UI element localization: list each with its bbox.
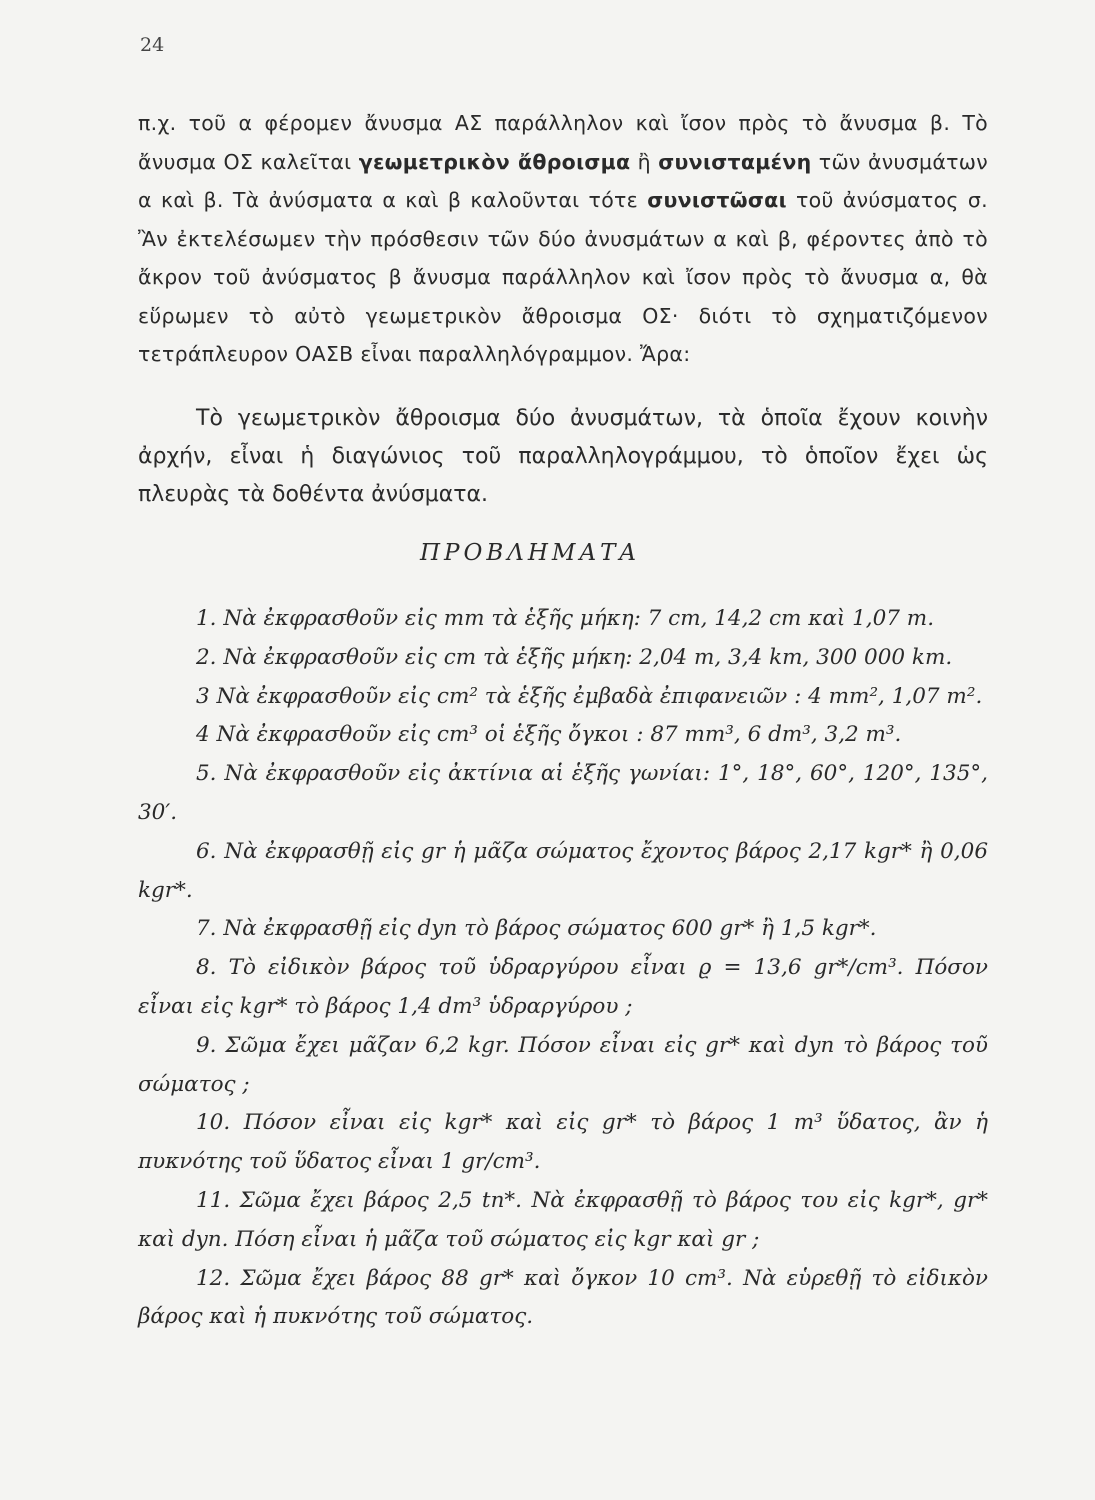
- problem-item: 8. Τὸ εἰδικὸν βάρος τοῦ ὑδραργύρου εἶναι ϱ = 13,6 gr*/cm³. Πόσον εἶναι εἰς kgr* τὸ βάρος 1,4 dm³ ὑδραργύρου ;: [138, 955, 988, 1019]
- problem-item: 7. Νὰ ἐκφρασθῇ εἰς dyn τὸ βάρος σώματος 600 gr* ἢ 1,5 kgr*.: [196, 916, 877, 942]
- rule-text: Τὸ γεωμετρικὸν ἄθροισμα δύο ἀνυσμάτων, τὰ ὁποῖα ἔχουν κοινὴν ἀρχήν, εἶναι ἡ διαγώνιος τοῦ παραλληλογράμμου, τὸ ὁποῖον ἔχει ὡς πλευρὰς τὰ δοθέντα ἀνύσματα.: [138, 406, 988, 507]
- intro-text: π.χ. τοῦ α φέρομεν ἄνυσμα ΑΣ παράλληλον καὶ ἴσον πρὸς τὸ ἄνυσμα β. Τὸ ἄνυσμα ΟΣ καλεῖται γεωμετρικὸν ἄθροισμα ἢ συνισταμένη τῶν ἀνυσμάτων α καὶ β. Τὰ ἀνύσματα α καὶ β καλοῦνται τότε συνιστῶσαι τοῦ ἀνύσματος σ. Ἂν ἐκτελέσωμεν τὴν πρόσθεσιν τῶν δύο ἀνυσμάτων α καὶ β, φέροντες ἀπὸ τὸ ἄκρον τοῦ ἀνύσματος β ἄνυσμα παράλληλον καὶ ἴσον πρὸς τὸ ἄνυσμα α, θὰ εὕρωμεν τὸ αὐτὸ γεωμετρικὸν ἄθροισμα ΟΣ· διότι τὸ σχηματιζόμενον τετράπλευρον ΟΑΣΒ εἶναι παραλληλόγραμμον. Ἄρα:: [138, 111, 988, 366]
- problem-item: 3 Νὰ ἐκφρασθοῦν εἰς cm² τὰ ἑξῆς ἐμβαδὰ ἐπιφανειῶν : 4 mm², 1,07 m².: [196, 683, 983, 709]
- problem-item: 6. Νὰ ἐκφρασθῇ εἰς gr ἡ μᾶζα σώματος ἔχοντος βάρος 2,17 kgr* ἢ 0,06 kgr*.: [138, 838, 988, 903]
- intro-paragraph: [138, 104, 988, 374]
- problem-item: 1. Νὰ ἐκφρασθοῦν εἰς mm τὰ ἑξῆς μήκη: 7 cm, 14,2 cm καὶ 1,07 m.: [196, 606, 935, 631]
- problem-item: 12. Σῶμα ἔχει βάρος 88 gr* καὶ ὄγκον 10 cm³. Νὰ εὑρεθῇ τὸ εἰδικὸν βάρος καὶ ἡ πυκνότης τοῦ σώματος.: [138, 1265, 988, 1330]
- problem-item: 2. Νὰ ἐκφρασθοῦν εἰς cm τὰ ἑξῆς μήκη: 2,04 m, 3,4 km, 300 000 km.: [196, 644, 953, 670]
- problem-item: 4 Νὰ ἐκφρασθοῦν εἰς cm³ οἱ ἑξῆς ὄγκοι : 87 mm³, 6 dm³, 3,2 m³.: [196, 722, 902, 748]
- problem-item: 10. Πόσον εἶναι εἰς kgr* καὶ εἰς gr* τὸ βάρος 1 m³ ὕδατος, ἂν ἡ πυκνότης τοῦ ὕδατος εἶναι 1 gr/cm³.: [138, 1110, 988, 1175]
- rule-statement: [138, 400, 988, 514]
- term-components: συνιστῶσαι: [647, 188, 787, 212]
- problem-list: [138, 600, 988, 1337]
- page-number: 24: [140, 34, 165, 56]
- section-heading: ΠΡΟΒΛΗΜΑΤΑ: [419, 540, 641, 566]
- problem-item: 9. Σῶμα ἔχει μᾶζαν 6,2 kgr. Πόσον εἶναι εἰς gr* καὶ dyn τὸ βάρος τοῦ σώματος ;: [138, 1032, 988, 1097]
- term-geometric-sum: γεωμετρικὸν ἄθροισμα: [358, 149, 631, 174]
- term-resultant: συνισταμένη: [658, 149, 812, 174]
- problem-item: 5. Νὰ ἐκφρασθοῦν εἰς ἀκτίνια αἱ ἑξῆς γωνίαι: 1°, 18°, 60°, 120°, 135°, 30′.: [138, 761, 988, 825]
- problem-item: 11. Σῶμα ἔχει βάρος 2,5 tn*. Νὰ ἐκφρασθῇ τὸ βάρος του εἰς kgr*, gr* καὶ dyn. Πόση εἶναι ἡ μᾶζα τοῦ σώματος εἰς kgr καὶ gr ;: [138, 1187, 988, 1252]
